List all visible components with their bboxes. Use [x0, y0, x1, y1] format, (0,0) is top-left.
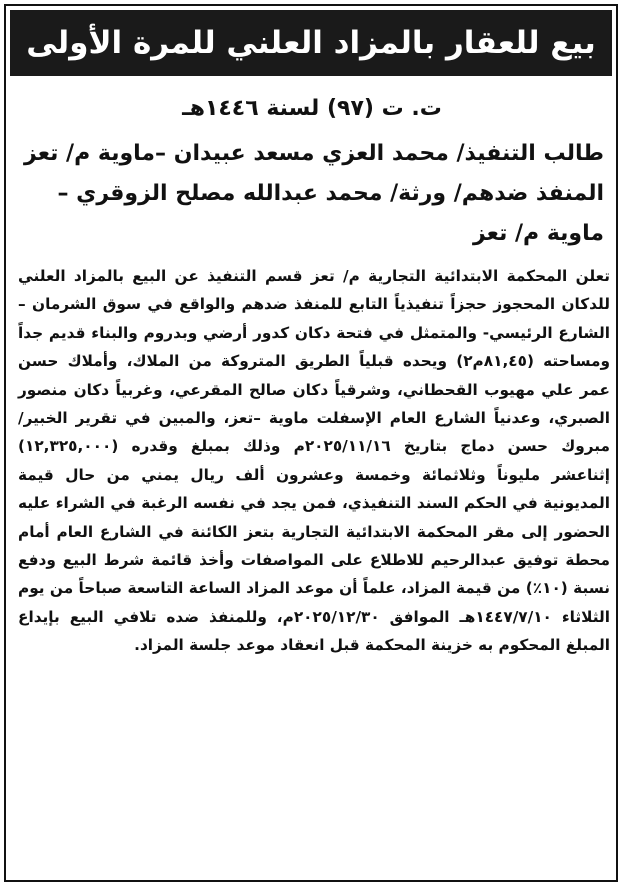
case-number: ت. ت (٩٧) لسنة ١٤٤٦هـ [182, 96, 442, 121]
defendants-location-line: ماوية م/ تعز [472, 221, 604, 246]
notice-body: تعلن المحكمة الابتدائية التجارية م/ تعز قسم التنفيذ عن البيع بالمزاد العلني للدكان المحجوز حجزاً تنفيذياً التابع للمنفذ ضدهم والواقع في سوق الشرمان –الشارع الرئيسي- والمتمثل في فتحة دكان كدور أرضي وبدروم والبناء قديم جداً ومساحته (٨١,٤٥م٢) ويحده قبلياً الطريق المتروكة من الملاك، وأملاك حسن عمر علي مهيوب القحطاني، وشرقياً دكان صالح المقرعي، وغربياً دكان منصور الصبري، وعدنياً الشارع العام الإسفلت ماوية –تعز، والمبين في تقرير الخبير/ مبروك حسن دماج بتاريخ ٢٠٢٥/١١/١٦م وذلك بمبلغ وقدره (١٢,٣٢٥,٠٠٠) إثناعشر مليوناً وثلاثمائة وخمسة وعشرون ألف ريال يمني من حال قيمة المديونية في الحكم السند التنفيذي، فمن يجد في نفسه الرغبة في الشراء عليه الحضور إلى مقر المحكمة الابتدائية التجارية بتعز الكائنة في الشارع العام أمام محطة توفيق عبدالرحيم للاطلاع على المواصفات وأخذ قائمة شرط البيع ودفع نسبة (١٠٪) من قيمة المزاد، علماً أن موعد المزاد الساعة التاسعة صباحاً من يوم الثلاثاء ١٤٤٧/٧/١٠هـ الموافق ٢٠٢٥/١٢/٣٠م، وللمنفذ ضده تلافي البيع بإيداع المبلغ المحكوم به خزينة المحكمة قبل انعقاد موعد جلسة المزاد. [18, 267, 611, 655]
applicant-line: طالب التنفيذ/ محمد العزي مسعد عبيدان –ماوية م/ تعز [24, 141, 604, 166]
notice-subject [20, 90, 604, 254]
defendants-line: المنفذ ضدهم/ ورثة/ محمد عبدالله مصلح الزوقري – [57, 181, 604, 206]
title-banner [10, 10, 612, 76]
notice-frame [4, 4, 618, 882]
notice-title: بيع للعقار بالمزاد العلني للمرة الأولى [26, 25, 596, 61]
